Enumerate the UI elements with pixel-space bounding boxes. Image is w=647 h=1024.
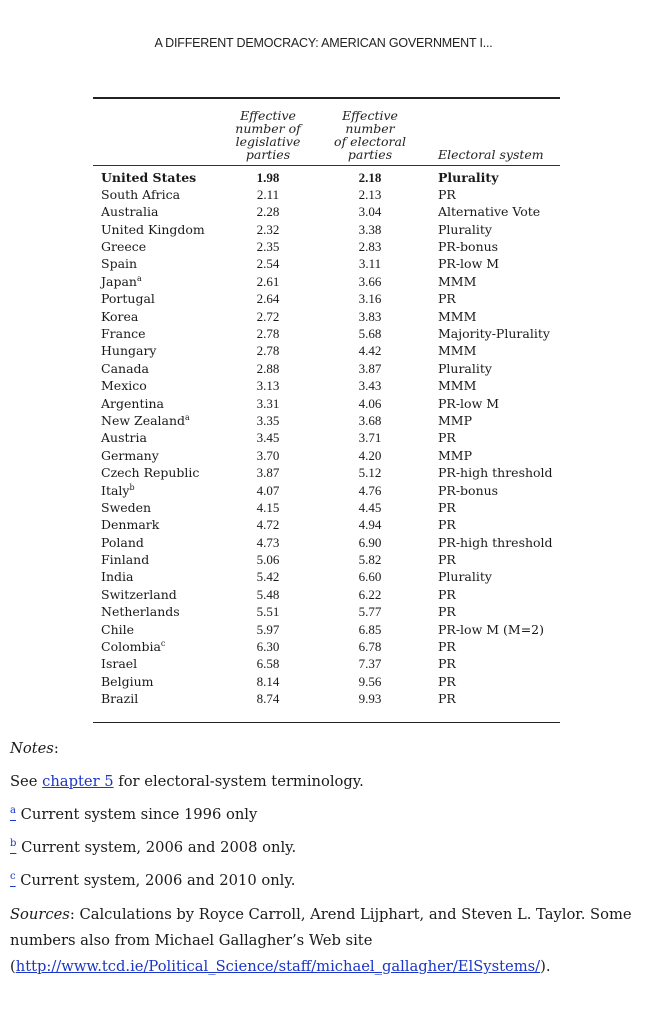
footnote-marker: b <box>129 482 135 492</box>
table-row <box>93 568 560 585</box>
cell-legislative: 5.06 <box>256 552 280 568</box>
country-name: Chile <box>101 621 135 637</box>
cell-country <box>101 342 157 359</box>
cell-system: PR <box>438 499 456 515</box>
notes-heading: Notes: <box>10 740 59 757</box>
table-row <box>93 429 560 446</box>
chapter-link[interactable]: chapter 5 <box>42 773 114 790</box>
cell-country <box>101 255 137 272</box>
cell-electoral: 2.18 <box>358 169 382 185</box>
cell-system: PR-low M <box>438 395 500 411</box>
table-row <box>93 464 560 481</box>
cell-country <box>101 412 190 429</box>
col-header-system: Electoral system <box>438 146 544 162</box>
cell-electoral: 5.77 <box>358 604 382 620</box>
table-row <box>93 412 560 429</box>
cell-system: PR <box>438 430 456 446</box>
footnote-marker: a <box>185 412 190 422</box>
cell-electoral: 5.68 <box>358 326 382 342</box>
cell-electoral: 3.11 <box>358 256 382 272</box>
cell-system: PR-low M (M=2) <box>438 621 544 637</box>
table-row <box>93 638 560 655</box>
cell-system: PR <box>438 673 456 689</box>
country-name: United Kingdom <box>101 221 205 237</box>
cell-electoral: 3.16 <box>358 291 382 307</box>
footnote-marker: a <box>136 273 142 283</box>
cell-electoral: 5.82 <box>358 552 382 568</box>
country-name: Finland <box>101 552 150 568</box>
cell-electoral: 3.43 <box>358 378 382 394</box>
cell-country <box>101 534 144 551</box>
cell-system: PR-low M <box>438 256 500 272</box>
table-row <box>93 169 560 186</box>
cell-country <box>101 238 146 255</box>
table-row <box>93 360 560 377</box>
table-row <box>93 655 560 672</box>
sources-link[interactable]: http://www.tcd.ie/Political_Science/staff/michael_gallagher/ElSystems/ <box>15 958 541 975</box>
cell-country <box>101 360 149 377</box>
cell-legislative: 2.28 <box>256 204 280 220</box>
cell-system: PR <box>438 691 456 707</box>
table-row <box>93 273 560 290</box>
cell-legislative: 3.35 <box>256 412 280 428</box>
table-row <box>93 221 560 238</box>
cell-legislative: 6.30 <box>256 639 280 655</box>
cell-system: Plurality <box>438 569 492 585</box>
cell-legislative: 2.72 <box>256 308 280 324</box>
cell-country <box>101 395 164 412</box>
table-row <box>93 290 560 307</box>
country-name: Portugal <box>101 291 155 307</box>
cell-electoral: 9.93 <box>358 691 382 707</box>
country-name: United States <box>101 169 197 185</box>
cell-legislative: 5.48 <box>256 586 280 602</box>
country-name: France <box>101 326 146 342</box>
country-name: Australia <box>101 204 159 220</box>
cell-country <box>101 308 138 325</box>
cell-electoral: 3.87 <box>358 360 382 376</box>
cell-legislative: 3.31 <box>256 395 280 411</box>
cell-system: Plurality <box>438 169 499 185</box>
table-row <box>93 551 560 568</box>
cell-country <box>101 551 149 568</box>
cell-electoral: 9.56 <box>358 673 382 689</box>
cell-country <box>101 621 134 638</box>
table-row <box>93 377 560 394</box>
country-name: Korea <box>101 308 139 324</box>
country-name: Colombia <box>101 639 161 655</box>
cell-country <box>101 516 159 533</box>
cell-country <box>101 273 142 290</box>
cell-system: Majority-Plurality <box>438 326 550 342</box>
country-name: Hungary <box>101 343 157 359</box>
cell-country <box>101 325 146 342</box>
footnote-a: $^a$ Current system since 1996 only <box>10 805 258 823</box>
table-row <box>93 534 560 551</box>
country-name: Canada <box>101 360 149 376</box>
country-name: Germany <box>101 447 159 463</box>
country-name: Greece <box>101 239 147 255</box>
cell-country <box>101 290 155 307</box>
cell-legislative: 6.58 <box>256 656 280 672</box>
cell-system: Plurality <box>438 360 492 376</box>
cell-system: PR <box>438 604 456 620</box>
table-row <box>93 308 560 325</box>
cell-system: Alternative Vote <box>438 204 541 220</box>
table-row <box>93 586 560 603</box>
table-row <box>93 516 560 533</box>
cell-electoral: 3.66 <box>358 273 382 289</box>
cell-legislative: 5.51 <box>256 604 280 620</box>
cell-system: MMM <box>438 378 477 394</box>
cell-system: PR <box>438 552 456 568</box>
country-name: Mexico <box>101 378 147 394</box>
cell-electoral: 4.45 <box>358 499 382 515</box>
cell-system: MMM <box>438 308 477 324</box>
cell-system: PR <box>438 291 456 307</box>
country-name: Poland <box>101 534 144 550</box>
cell-legislative: 2.78 <box>256 343 280 359</box>
country-name: Japan <box>101 273 137 289</box>
cell-electoral: 4.42 <box>358 343 382 359</box>
cell-country <box>101 377 147 394</box>
cell-system: PR-high threshold <box>438 534 553 550</box>
cell-country <box>101 499 151 516</box>
footnote-b: $^b$ Current system, 2006 and 2008 only. <box>10 838 297 856</box>
table-row <box>93 186 560 203</box>
cell-country <box>101 169 196 186</box>
cell-system: PR <box>438 639 456 655</box>
cell-legislative: 4.15 <box>256 499 280 515</box>
cell-country <box>101 482 135 499</box>
cell-country <box>101 638 165 655</box>
cell-electoral: 7.37 <box>358 656 382 672</box>
cell-electoral: 4.76 <box>358 482 382 498</box>
cell-electoral: 3.83 <box>358 308 382 324</box>
cell-electoral: 2.83 <box>358 239 382 255</box>
cell-electoral: 6.22 <box>358 586 382 602</box>
cell-system: Plurality <box>438 221 492 237</box>
cell-system: PR <box>438 656 456 672</box>
cell-country <box>101 464 199 481</box>
cell-system: MMP <box>438 447 473 463</box>
cell-legislative: 3.70 <box>256 447 280 463</box>
cell-system: MMP <box>438 412 473 428</box>
cell-country <box>101 603 180 620</box>
sources-paragraph: Sources: Calculations by Royce Carroll, Arend Lijphart, and Steven L. Taylor. Some numbers also from Michael Gallagher’s Web site (http://www.tcd.ie/Political_Science/staff/michael_gallagher/ElSystems/). <box>10 906 632 975</box>
country-name: Belgium <box>101 673 154 689</box>
footnote-marker: c <box>160 638 166 648</box>
country-name: New Zealand <box>101 412 186 428</box>
table-row <box>93 395 560 412</box>
cell-legislative: 8.74 <box>256 691 280 707</box>
table-row <box>93 203 560 220</box>
country-name: Israel <box>101 656 138 672</box>
table-row <box>93 325 560 342</box>
cell-system: PR <box>438 186 456 202</box>
cell-legislative: 2.11 <box>256 186 280 202</box>
table-row <box>93 673 560 690</box>
notes-section <box>10 737 640 989</box>
cell-legislative: 3.87 <box>256 465 280 481</box>
cell-legislative: 2.61 <box>256 273 280 289</box>
cell-electoral: 6.60 <box>358 569 382 585</box>
cell-country <box>101 673 153 690</box>
cell-system: PR <box>438 517 456 533</box>
footnote-c: $^c$ Current system, 2006 and 2010 only. <box>10 871 296 889</box>
cell-country <box>101 221 205 238</box>
country-name: Argentina <box>101 395 164 411</box>
cell-country <box>101 429 147 446</box>
cell-electoral: 6.78 <box>358 639 382 655</box>
table-row <box>93 255 560 272</box>
country-name: Netherlands <box>101 604 180 620</box>
cell-electoral: 3.38 <box>358 221 382 237</box>
table-row <box>93 238 560 255</box>
footnote-b-link[interactable]: b <box>10 838 17 850</box>
cell-electoral: 2.13 <box>358 186 382 202</box>
table-row <box>93 690 560 707</box>
cell-system: PR-high threshold <box>438 465 553 481</box>
table-row <box>93 603 560 620</box>
cell-system: PR-bonus <box>438 482 499 498</box>
cell-country <box>101 186 180 203</box>
cell-electoral: 6.85 <box>358 621 382 637</box>
cell-legislative: 1.98 <box>256 169 280 185</box>
cell-electoral: 6.90 <box>358 534 382 550</box>
notes-see-line: See chapter 5 for electoral-system terminology. <box>10 773 364 790</box>
footnote-a-link[interactable]: a <box>10 805 16 817</box>
country-name: Sweden <box>101 499 152 515</box>
country-name: Italy <box>101 482 130 498</box>
cell-electoral: 3.04 <box>358 204 382 220</box>
cell-country <box>101 447 159 464</box>
cell-legislative: 3.13 <box>256 378 280 394</box>
cell-legislative: 2.64 <box>256 291 280 307</box>
footnote-c-link[interactable]: c <box>10 871 16 883</box>
cell-legislative: 2.54 <box>256 256 280 272</box>
table-row <box>93 482 560 499</box>
cell-legislative: 2.35 <box>256 239 280 255</box>
country-name: Brazil <box>101 691 139 707</box>
cell-country <box>101 690 138 707</box>
country-name: Spain <box>101 256 138 272</box>
cell-electoral: 4.06 <box>358 395 382 411</box>
cell-legislative: 3.45 <box>256 430 280 446</box>
cell-legislative: 8.14 <box>256 673 280 689</box>
col-header-legislative: Effective number of legislative parties <box>235 107 301 162</box>
cell-system: PR-bonus <box>438 239 499 255</box>
cell-legislative: 5.97 <box>256 621 280 637</box>
cell-country <box>101 586 177 603</box>
cell-legislative: 2.88 <box>256 360 280 376</box>
cell-legislative: 2.78 <box>256 326 280 342</box>
country-name: Denmark <box>101 517 160 533</box>
cell-country <box>101 568 133 585</box>
table-row <box>93 621 560 638</box>
page-header: A DIFFERENT DEMOCRACY: AMERICAN GOVERNMENT I... <box>154 36 493 50</box>
cell-electoral: 3.68 <box>358 412 382 428</box>
cell-system: MMM <box>438 343 477 359</box>
table-row <box>93 342 560 359</box>
table-row <box>93 447 560 464</box>
country-name: Czech Republic <box>101 465 200 481</box>
country-name: Austria <box>101 430 147 446</box>
country-name: Switzerland <box>101 586 177 602</box>
cell-country <box>101 203 158 220</box>
table-bottom-rule <box>93 722 560 724</box>
data-table <box>93 97 560 723</box>
col-header-electoral: Effective number of electoral parties <box>334 107 406 162</box>
table-column-headers <box>93 99 560 165</box>
cell-country <box>101 655 137 672</box>
cell-electoral: 5.12 <box>358 465 382 481</box>
cell-legislative: 5.42 <box>256 569 280 585</box>
cell-legislative: 4.72 <box>256 517 280 533</box>
cell-electoral: 4.94 <box>358 517 382 533</box>
table-row <box>93 499 560 516</box>
cell-electoral: 4.20 <box>358 447 382 463</box>
cell-system: PR <box>438 586 456 602</box>
cell-electoral: 3.71 <box>358 430 382 446</box>
table-body <box>93 166 560 708</box>
country-name: South Africa <box>101 186 181 202</box>
cell-system: MMM <box>438 273 477 289</box>
cell-legislative: 2.32 <box>256 221 280 237</box>
cell-legislative: 4.73 <box>256 534 280 550</box>
country-name: India <box>101 569 134 585</box>
cell-legislative: 4.07 <box>256 482 280 498</box>
